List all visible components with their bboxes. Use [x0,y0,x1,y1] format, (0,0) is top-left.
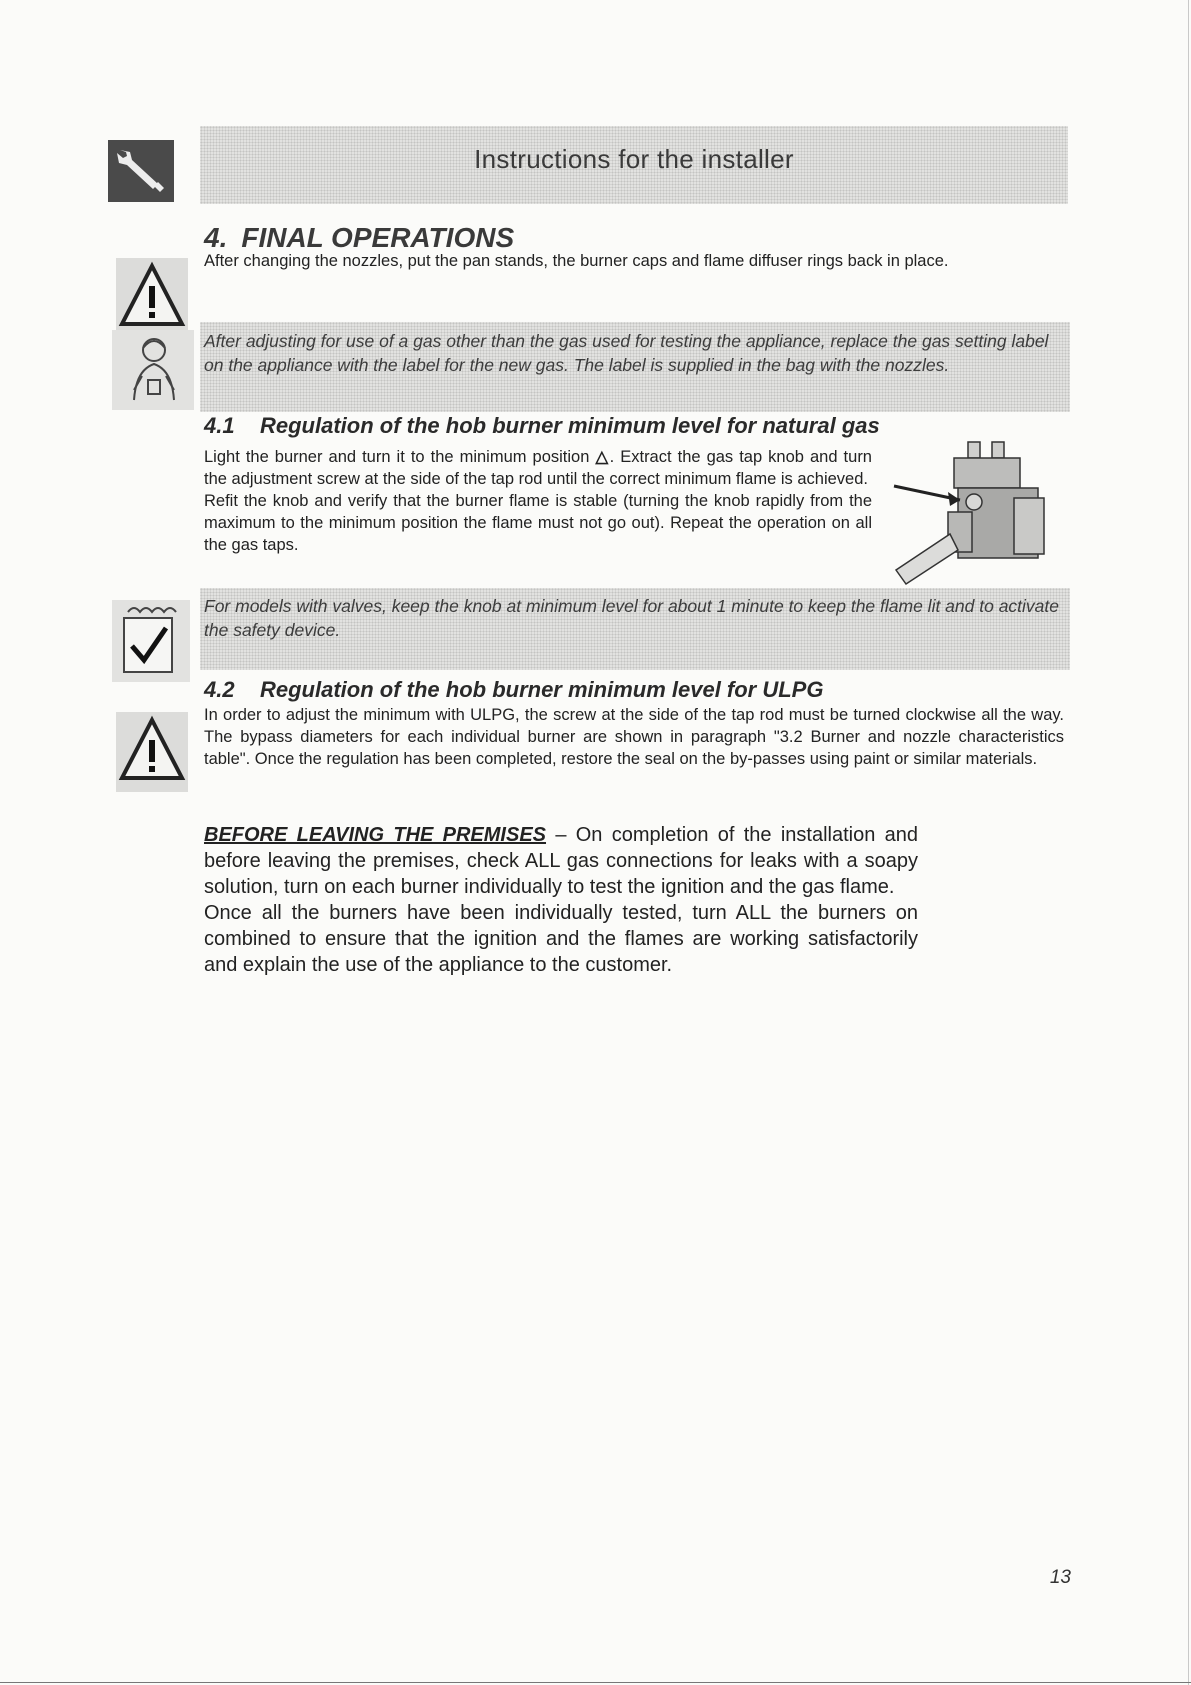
section-4-1-body [204,446,872,556]
warning-icon [116,712,188,797]
page-number: 13 [1049,1567,1071,1588]
minimum-flame-symbol: △ [595,448,610,466]
section-title: Regulation of the hob burner minimum level for ULPG [260,677,824,702]
text-fragment: Light the burner and turn it to the minimum position [204,448,590,466]
section-4-1-note: For models with valves, keep the knob at minimum level for about 1 minute to keep the flame lit and to activate the safety device. [204,596,1060,640]
page-header-title: Instructions for the installer [474,144,794,174]
wrench-icon [108,140,174,202]
section-title: FINAL OPERATIONS [241,222,515,253]
section-4-note: After adjusting for use of a gas other than the gas used for testing the appliance, replace the gas setting label on the appliance with the label for the new gas. The label is supplied in the bag with the nozzles. [204,331,1049,375]
section-4-1-heading [204,413,880,439]
gas-tap-illustration [892,438,1052,593]
section-number: 4. [204,222,228,253]
section-title: Regulation of the hob burner minimum level for natural gas [260,413,880,438]
before-leaving-heading: BEFORE LEAVING THE PREMISES [204,824,547,846]
text-fragment: . Extract the gas tap knob and turn the adjustment screw at the side of the tap rod until the correct minimum flame is achieved. [204,448,872,488]
paragraph [204,822,918,900]
section-number: 4.2 [204,677,235,702]
before-leaving-block [204,822,918,978]
text-fragment: On completion of the installation and before leaving the premises, check ALL gas connections for leaks with a soapy solution, turn on each burner individually to test the ignition and the gas flame. [204,824,918,898]
page-edge [0,1682,1191,1683]
section-4-intro: After changing the nozzles, put the pan stands, the burner caps and flame diffuser rings back in place. [204,252,949,270]
paragraph: Refit the knob and verify that the burner flame is stable (turning the knob rapidly from the maximum to the minimum position the flame must not go out). Repeat the operation on all the gas taps. [204,492,872,554]
installer-icon [112,330,194,415]
dash: – [546,824,576,846]
page-edge [1188,0,1189,1685]
paragraph [204,446,872,490]
paragraph: Once all the burners have been individually tested, turn ALL the burners on combined to ensure that the ignition and the flames are working satisfactorily and explain the use of the appliance to the customer. [204,902,918,976]
section-4-2-heading [204,677,823,703]
section-number: 4.1 [204,413,235,438]
section-4-2-body: In order to adjust the minimum with ULPG, the screw at the side of the tap rod must be turned clockwise all the way. The bypass diameters for each individual burner are shown in paragraph "3.2 Burner and nozzle characteristics table". Once the regulation has been completed, restore the seal on the by-passes using paint or similar materials. [204,706,1064,768]
checklist-icon [112,600,190,687]
